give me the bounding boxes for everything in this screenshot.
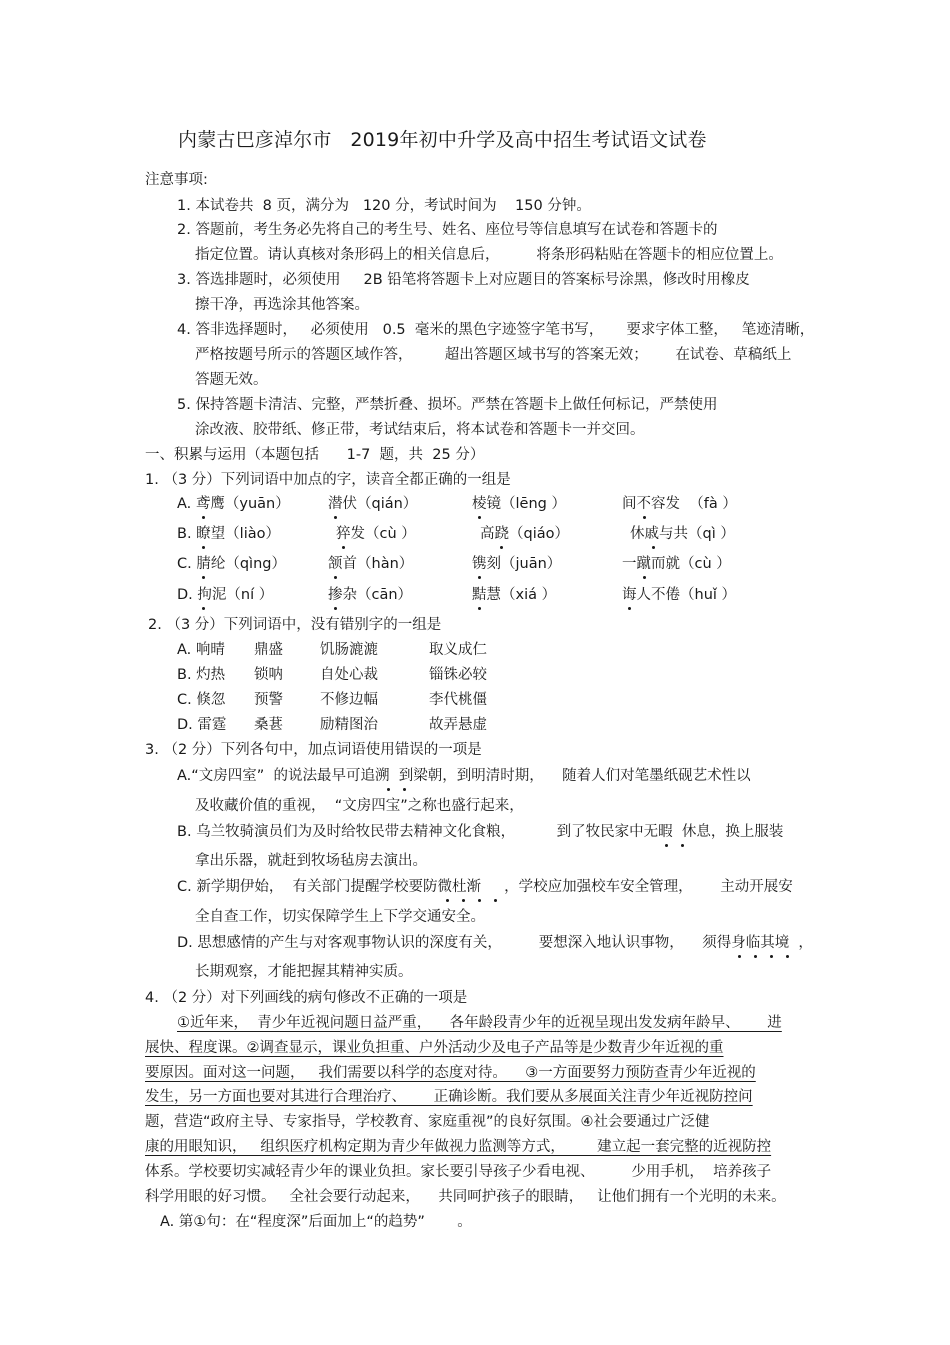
q1-option-cell: 高跷（qiáo） [480,526,569,542]
emphasis-dot [665,844,668,847]
q1-option-cell: 镌刻（juān） [472,556,562,572]
q3-option-line: A.“文房四室” 的说法最早可追溯 到梁朝，到明清时期， 随着人们对笔墨纸砚艺术性以 [177,768,751,784]
q2-option-cell: 锁呐 [254,667,283,683]
q1-option-cell: 黠慧（xiá ） [472,587,557,603]
q1-option-cell: 棱镜（lēng ） [472,496,566,512]
q4-option-a: A. 第①句：在“程度深”后面加上“的趋势” 。 [160,1214,472,1230]
emphasis-dot [478,607,481,610]
q4-passage-line: 体系。学校要切实减轻青少年的课业负担。家长要引导孩子少看电视、 少用手机， 培养孩子 [145,1164,772,1180]
notice-line: 1. 本试卷共 8 页，满分为 120 分，考试时间为 150 分钟。 [177,198,591,214]
emphasis-dot [478,516,481,519]
q2-option-cell: 取义成仁 [429,642,487,658]
notice-line: 5. 保持答题卡清洁、完整，严禁折叠、损坏。严禁在答题卡上做任何标记，严禁使用 [177,397,718,413]
q1-option-cell: 颔首（hàn） [328,556,414,572]
q3-option-line: 及收藏价值的重视， “文房四宝”之称也盛行起来， [195,798,524,814]
notice-line: 擦干净，再选涂其他答案。 [195,297,369,313]
q4-passage-line: ①近年来， 青少年近视问题日益严重， 各年龄段青少年的近视呈现出发发病年龄早、 进 [177,1015,782,1031]
emphasis-dot [754,955,757,958]
q1-option-cell: 一蹴而就（cù ） [622,556,731,572]
emphasis-dot [494,899,497,902]
q1-option-cell: 诲人不倦（huǐ ） [622,587,737,603]
q1-option-cell: 掺杂（cān） [328,587,413,603]
q2-option-cell: 锱铢必较 [429,667,487,683]
question-stem: 4. （2 分）对下列画线的病句修改不正确的一项是 [145,990,468,1006]
notice-line: 3. 答选排题时，必须使用 2B 铅笔将答题卡上对应题目的答案标号涂黑，修改时用橡皮 [177,272,750,288]
section-heading: 一、积累与运用（本题包括 1-7 题，共 25 分） [145,447,485,463]
q1-option-cell: D. 拘泥（ní ） [177,587,274,603]
q1-option-cell: 潜伏（qián） [328,496,418,512]
q4-passage-line: 发生，另一方面也要对其进行合理治疗、 正确诊断。我们要从多展面关注青少年近视防控问 [145,1089,753,1105]
emphasis-dot [500,546,503,549]
q2-option-cell: 不修边幅 [320,692,378,708]
q2-option-cell: 励精图治 [320,717,378,733]
notice-line: 4. 答非选择题时， 必须使用 0.5 毫米的黑色字迹签字笔书写， 要求字体工整， 笔迹清晰， [177,322,815,338]
notice-line: 涂改液、胶带纸、修正带，考试结束后，将本试卷和答题卡一并交回。 [195,422,645,438]
emphasis-dot [478,899,481,902]
q1-option-cell: 猝发（cù ） [336,526,416,542]
emphasis-dot [628,607,631,610]
emphasis-dot [334,607,337,610]
emphasis-dot [334,576,337,579]
q1-option-cell: 休戚与共（qì ） [630,526,735,542]
q3-option-line: D. 思想感情的产生与对客观事物认识的深度有关， 要想深入地认识事物， 须得身临其境 ， [177,935,813,951]
notice-line: 严格按题号所示的答题区域作答， 超出答题区域书写的答案无效； 在试卷、草稿纸上 [195,347,792,363]
emphasis-dot [342,546,345,549]
q2-option-cell: 预警 [254,692,283,708]
notice-line: 指定位置。请认真核对条形码上的相关信息后， 将条形码粘贴在答题卡的相应位置上。 [195,247,783,263]
emphasis-dot [786,955,789,958]
q3-option-line: B. 乌兰牧骑演员们为及时给牧民带去精神文化食粮， 到了牧民家中无暇 休息，换上服装 [177,824,784,840]
q4-passage-line: 要原因。面对这一问题， 我们需要以科学的态度对待。 ③一方面要努力预防查青少年近视的 [145,1065,756,1081]
emphasis-dot [738,955,741,958]
q2-option-cell: D. 雷霆 [177,717,227,733]
emphasis-dot [202,546,205,549]
emphasis-dot [643,516,646,519]
question-stem: 2. （3 分）下列词语中，没有错别字的一组是 [148,617,442,633]
emphasis-dot [478,576,481,579]
q2-option-cell: 自处心裁 [320,667,378,683]
q2-option-cell: 饥肠漉漉 [320,642,378,658]
emphasis-dot [202,576,205,579]
notice-line: 2. 答题前，考生务必先将自己的考生号、姓名、座位号等信息填写在试卷和答题卡的 [177,222,718,238]
q2-option-cell: 鼎盛 [254,642,283,658]
emphasis-dot [770,955,773,958]
q2-option-cell: C. 倏忽 [177,692,226,708]
q1-option-cell: A. 鸢鹰（yuān） [177,496,290,512]
q4-passage-line: 康的用眼知识， 组织医疗机构定期为青少年做视力监测等方式， 建立起一套完整的近视防控 [145,1139,772,1155]
emphasis-dot [334,516,337,519]
emphasis-dot [652,546,655,549]
emphasis-dot [202,607,205,610]
notice-heading: 注意事项: [145,172,208,188]
q3-option-line: C. 新学期伊始， 有关部门提醒学校要防微杜渐 ，学校应加强校车安全管理， 主动开展安 [177,879,793,895]
emphasis-dot [643,576,646,579]
q1-option-cell: C. 腈纶（qìng） [177,556,286,572]
q4-passage-line: 题，营造“政府主导、专家指导，学校教育、家庭重视”的良好氛围。④社会要通过广泛健 [145,1114,710,1130]
q2-option-cell: B. 灼热 [177,667,226,683]
page-title: 内蒙古巴彦淖尔市 2019年初中升学及高中招生考试语文试卷 [178,129,707,151]
q3-option-line: 长期观察，才能把握其精神实质。 [195,964,413,980]
emphasis-dot [681,844,684,847]
notice-line: 答题无效。 [195,372,268,388]
q2-option-cell: 桑葚 [254,717,283,733]
question-stem: 1. （3 分）下列词语中加点的字，读音全都正确的一组是 [145,472,511,488]
question-stem: 3. （2 分）下列各句中，加点词语使用错误的一项是 [145,742,482,758]
emphasis-dot [403,788,406,791]
q1-option-cell: B. 瞭望（liào） [177,526,280,542]
q3-option-line: 拿出乐器，就赶到牧场毡房去演出。 [195,853,427,869]
q4-passage-line: 展快、程度课。②调查显示，课业负担重、户外活动少及电子产品等是少数青少年近视的重 [145,1040,724,1056]
emphasis-dot [462,899,465,902]
q2-option-cell: 李代桃僵 [429,692,487,708]
q2-option-cell: A. 响晴 [177,642,225,658]
emphasis-dot [387,788,390,791]
q1-option-cell: 间不容发 （fà ） [622,496,737,512]
q4-passage-line: 科学用眼的好习惯。 全社会要行动起来， 共同呵护孩子的眼睛， 让他们拥有一个光明的未来。 [145,1189,786,1205]
q2-option-cell: 故弄悬虚 [429,717,487,733]
q3-option-line: 全自查工作，切实保障学生上下学交通安全。 [195,909,485,925]
emphasis-dot [202,516,205,519]
emphasis-dot [446,899,449,902]
